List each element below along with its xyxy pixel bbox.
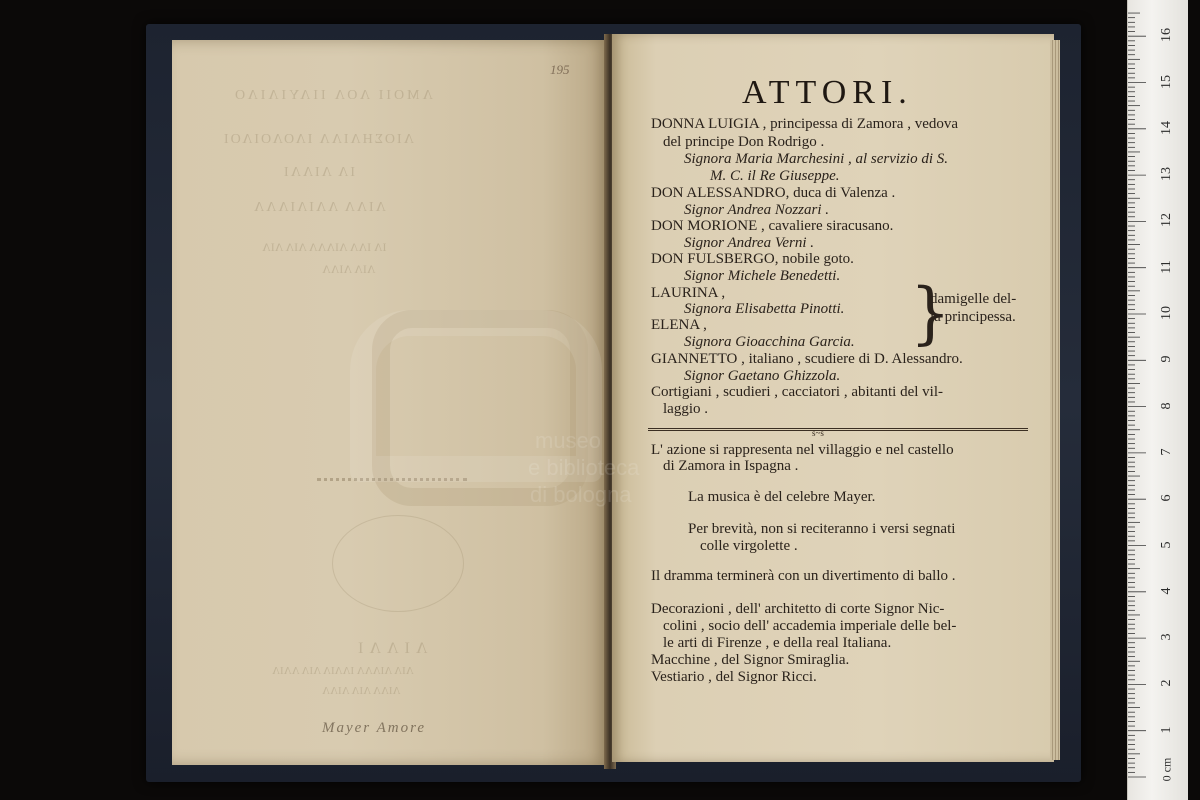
show-through-text: ΛΙΛΛ ΛΛΙΛΙΛΛΛ [252,200,386,215]
ruler-number: 9 [1159,355,1174,363]
ruler-number: 4 [1159,587,1174,595]
ruler-number: 1 [1159,726,1174,734]
ornamental-rule-mark: s~s [812,428,824,438]
music-line: La musica è del celebre Mayer. [688,489,876,505]
credit-line: Vestiario , del Signor Ricci. [651,669,817,685]
cast-line: DONNA LUIGIA , principessa di Zamora , vedova [651,116,959,132]
brace-glyph: } [910,275,951,353]
show-through-text: ΙΛ ΙΛΛ ΛΙΛΛΛ ΛΙΛ ΛΙΛ [262,240,387,254]
ruler-number: 12 [1159,213,1174,228]
cast-line: Signor Gaetano Ghizzola. [684,368,841,384]
ruler-number: 7 [1159,448,1174,456]
show-through-text: ΛΙΛ ΛΙΛΛ [322,262,376,276]
setting-line: di Zamora in Ispagna . [663,458,799,474]
cast-line: la principessa. [930,309,1016,325]
watermark-text: di bologna [530,482,632,507]
watermark-text: museo [535,428,602,453]
cast-line: Signor Andrea Verni . [684,235,814,251]
ruler-number: 15 [1159,74,1174,89]
measurement-ruler [1127,0,1188,800]
show-through-text: ΛΙΛΛΙ [352,640,428,657]
cast-line: DON FULSBERGO, nobile goto. [651,251,854,267]
cast-line: Signora Gioacchina Garcia. [684,334,855,350]
ruler-number: 13 [1159,167,1174,182]
pencil-annotation: Mayer Amore [322,720,427,736]
cast-line: LAURINA , [651,285,726,301]
note-line: Il dramma terminerà con un divertimento di ballo . [651,568,956,584]
page-title: ATTORI. [742,74,913,111]
ruler-number: 16 [1159,28,1174,43]
show-through-text: ΛΙΟΣΗΛΙΛΛ ΙΛΟΛΟΙΛΟΙ [222,132,414,147]
cast-line: ELENA , [651,317,707,333]
credit-line: Macchine , del Signor Smiraglia. [651,652,850,668]
cast-line: damigelle del- [930,291,1017,307]
credit-line: Decorazioni , dell' architetto di corte Signor Nic- [651,601,945,617]
cast-line: Cortigiani , scudieri , cacciatori , abitanti del vil- [651,384,943,400]
credit-line: colini , socio dell' accademia imperiale delle bel- [663,618,957,634]
ruler-number: 6 [1159,494,1174,502]
cast-line: DON ALESSANDRO, duca di Valenza . [651,185,896,201]
ruler-number: 3 [1159,633,1174,641]
credit-line: le arti di Firenze , e della real Italiana. [663,635,892,651]
setting-line: L' azione si rappresenta nel villaggio e nel castello [651,442,954,458]
page-edges [1050,40,1060,760]
cast-line: laggio . [663,401,708,417]
cast-line: Signora Elisabetta Pinotti. [684,301,845,317]
show-through-seal [332,515,464,612]
ruler-unit-label: 0 cm [1159,757,1174,782]
cast-line: M. C. il Re Giuseppe. [710,168,840,184]
pencil-number: 195 [550,62,570,77]
ornamental-rule [648,428,1028,439]
ruler-number: 11 [1159,259,1174,274]
cast-line: Signora Maria Marchesini , al servizio di S. [684,151,949,167]
cast-line: del principe Don Rodrigo . [663,134,825,150]
ruler-number: 2 [1159,679,1174,687]
cast-line: GIANNETTO , italiano , scudiere di D. Alessandro. [651,351,963,367]
show-through-text: ΛΜΟΙΙ ΛΟΛ ΙΙΛΥΙΛΙΛΟ [232,88,433,103]
note-line: Per brevità, non si reciteranno i versi segnati [688,521,956,537]
ruler-number: 10 [1159,306,1174,320]
ruler-ticks [1128,0,1188,800]
show-through-text: ΛΙΛΛ ΛΙΛ ΛΙΛΛ [322,685,401,697]
cast-line: DON MORIONE , cavaliere siracusano. [651,218,894,234]
ruler-number: 8 [1159,402,1174,410]
note-line: colle virgolette . [700,538,798,554]
cast-line: Signor Michele Benedetti. [684,268,841,284]
watermark-text: e biblioteca [528,455,640,480]
show-through-text: ΛΙΛ ΛΙΛΛΛ ΙΛΛΙΛ ΛΙΛ ΛΛΙΛ [272,665,414,677]
show-through-text: ΙΛ ΛΙΛΛΙ [282,165,355,180]
right-page [612,34,1054,762]
cast-line: Signor Andrea Nozzari . [684,202,830,218]
ruler-number: 14 [1159,120,1174,135]
ruler-number: 5 [1159,541,1174,548]
